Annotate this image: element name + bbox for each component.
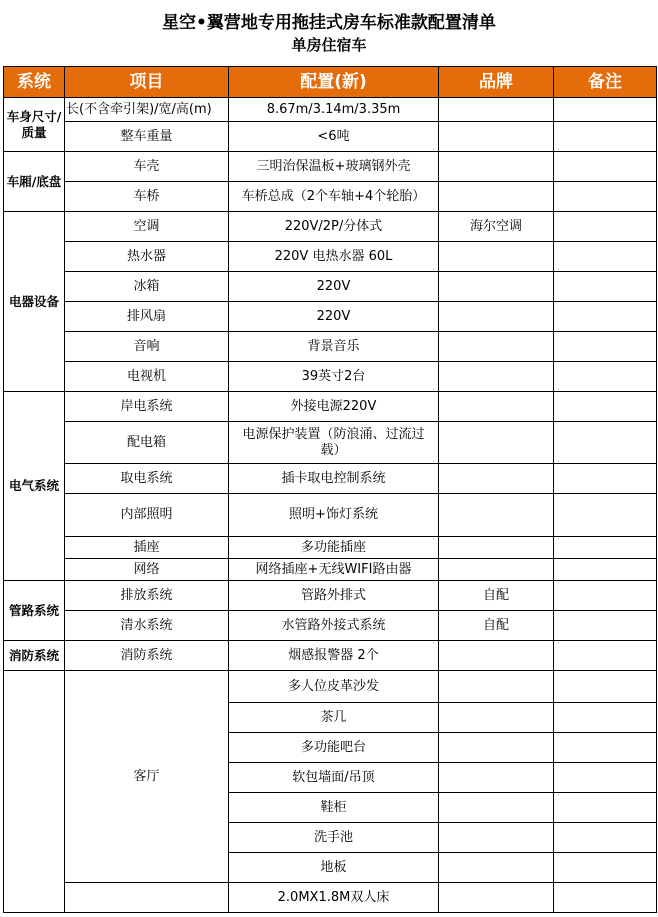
note-cell bbox=[554, 853, 657, 883]
config-cell: <6吨 bbox=[229, 122, 439, 152]
config-cell: 网络插座+无线WIFI路由器 bbox=[229, 559, 439, 581]
system-cell: 管路系统 bbox=[4, 581, 65, 641]
brand-cell bbox=[439, 641, 554, 671]
table-row bbox=[4, 671, 657, 703]
brand-cell bbox=[439, 733, 554, 763]
config-cell: 8.67m/3.14m/3.35m bbox=[229, 98, 439, 122]
system-cell: 电气系统 bbox=[4, 392, 65, 581]
item-cell: 冰箱 bbox=[65, 272, 229, 302]
table-row bbox=[4, 272, 657, 302]
item-cell: 配电箱 bbox=[65, 422, 229, 464]
table-row bbox=[4, 152, 657, 182]
item-cell: 岸电系统 bbox=[65, 392, 229, 422]
note-cell bbox=[554, 883, 657, 913]
note-cell bbox=[554, 494, 657, 537]
config-cell: 烟感报警器 2个 bbox=[229, 641, 439, 671]
table-row bbox=[4, 883, 657, 913]
item-cell-empty bbox=[65, 883, 229, 913]
config-cell: 插卡取电控制系统 bbox=[229, 464, 439, 494]
note-cell bbox=[554, 641, 657, 671]
brand-cell bbox=[439, 671, 554, 703]
config-cell: 220V/2P/分体式 bbox=[229, 212, 439, 242]
config-cell: 照明+饰灯系统 bbox=[229, 494, 439, 537]
config-cell: 鞋柜 bbox=[229, 793, 439, 823]
config-cell: 220V bbox=[229, 302, 439, 332]
table-row bbox=[4, 581, 657, 611]
note-cell bbox=[554, 152, 657, 182]
item-cell: 清水系统 bbox=[65, 611, 229, 641]
table-row bbox=[4, 362, 657, 392]
config-cell: 三明治保温板+玻璃钢外壳 bbox=[229, 152, 439, 182]
header-note: 备注 bbox=[554, 67, 657, 98]
table-row bbox=[4, 464, 657, 494]
item-cell: 网络 bbox=[65, 559, 229, 581]
table-row bbox=[4, 611, 657, 641]
note-cell bbox=[554, 793, 657, 823]
note-cell bbox=[554, 242, 657, 272]
brand-cell bbox=[439, 559, 554, 581]
brand-cell bbox=[439, 853, 554, 883]
brand-cell bbox=[439, 98, 554, 122]
note-cell bbox=[554, 559, 657, 581]
brand-cell bbox=[439, 122, 554, 152]
config-cell: 管路外排式 bbox=[229, 581, 439, 611]
brand-cell bbox=[439, 703, 554, 733]
note-cell bbox=[554, 537, 657, 559]
config-cell: 车桥总成（2个车轴+4个轮胎） bbox=[229, 182, 439, 212]
system-cell: 电器设备 bbox=[4, 212, 65, 392]
item-cell: 排放系统 bbox=[65, 581, 229, 611]
table-row bbox=[4, 242, 657, 272]
brand-cell bbox=[439, 494, 554, 537]
item-cell: 长(不含牵引架)/宽/高(m) bbox=[65, 98, 229, 122]
config-cell: 洗手池 bbox=[229, 823, 439, 853]
header-config: 配置(新) bbox=[229, 67, 439, 98]
brand-cell bbox=[439, 793, 554, 823]
item-cell: 车桥 bbox=[65, 182, 229, 212]
note-cell bbox=[554, 611, 657, 641]
table-row bbox=[4, 494, 657, 537]
brand-cell: 海尔空调 bbox=[439, 212, 554, 242]
brand-cell bbox=[439, 763, 554, 793]
table-row bbox=[4, 559, 657, 581]
note-cell bbox=[554, 362, 657, 392]
config-table bbox=[3, 66, 657, 913]
config-cell: 220V bbox=[229, 272, 439, 302]
table-row bbox=[4, 182, 657, 212]
page-subtitle: 单房住宿车 bbox=[291, 36, 367, 54]
note-cell bbox=[554, 422, 657, 464]
note-cell bbox=[554, 671, 657, 703]
config-cell: 软包墙面/吊顶 bbox=[229, 763, 439, 793]
brand-cell bbox=[439, 272, 554, 302]
brand-cell bbox=[439, 182, 554, 212]
item-cell: 整车重量 bbox=[65, 122, 229, 152]
config-cell: 地板 bbox=[229, 853, 439, 883]
note-cell bbox=[554, 392, 657, 422]
item-cell: 插座 bbox=[65, 537, 229, 559]
item-cell: 车壳 bbox=[65, 152, 229, 182]
header-item: 项目 bbox=[65, 67, 229, 98]
item-cell: 电视机 bbox=[65, 362, 229, 392]
config-cell: 39英寸2台 bbox=[229, 362, 439, 392]
brand-cell: 自配 bbox=[439, 581, 554, 611]
brand-cell bbox=[439, 242, 554, 272]
config-cell: 外接电源220V bbox=[229, 392, 439, 422]
table-row bbox=[4, 641, 657, 671]
brand-cell bbox=[439, 823, 554, 853]
note-cell bbox=[554, 302, 657, 332]
config-cell: 220V 电热水器 60L bbox=[229, 242, 439, 272]
item-cell: 热水器 bbox=[65, 242, 229, 272]
note-cell bbox=[554, 464, 657, 494]
brand-cell bbox=[439, 152, 554, 182]
system-cell: 车厢/底盘 bbox=[4, 152, 65, 212]
table-row bbox=[4, 422, 657, 464]
item-cell: 客厅 bbox=[65, 671, 229, 883]
config-cell: 多功能插座 bbox=[229, 537, 439, 559]
item-cell: 取电系统 bbox=[65, 464, 229, 494]
note-cell bbox=[554, 581, 657, 611]
table-row bbox=[4, 332, 657, 362]
table-header-row bbox=[4, 67, 657, 98]
table-row bbox=[4, 98, 657, 122]
note-cell bbox=[554, 823, 657, 853]
note-cell bbox=[554, 332, 657, 362]
config-cell: 水管路外接式系统 bbox=[229, 611, 439, 641]
config-cell: 背景音乐 bbox=[229, 332, 439, 362]
system-cell-empty bbox=[4, 671, 65, 913]
note-cell bbox=[554, 98, 657, 122]
config-cell: 电源保护装置（防浪涌、过流过载） bbox=[242, 426, 425, 458]
item-cell: 空调 bbox=[65, 212, 229, 242]
config-cell: 多功能吧台 bbox=[229, 733, 439, 763]
config-cell: 2.0MX1.8M双人床 bbox=[229, 883, 439, 913]
brand-cell bbox=[439, 537, 554, 559]
brand-cell bbox=[439, 332, 554, 362]
table-row bbox=[4, 212, 657, 242]
page-title: 星空•翼营地专用拖挂式房车标准款配置清单 bbox=[162, 13, 496, 33]
item-cell: 排风扇 bbox=[65, 302, 229, 332]
brand-cell bbox=[439, 883, 554, 913]
note-cell bbox=[554, 733, 657, 763]
note-cell bbox=[554, 122, 657, 152]
item-cell: 消防系统 bbox=[65, 641, 229, 671]
system-cell: 车身尺寸/质量 bbox=[4, 98, 65, 152]
brand-cell bbox=[439, 464, 554, 494]
brand-cell bbox=[439, 362, 554, 392]
item-cell: 内部照明 bbox=[65, 494, 229, 537]
table-row bbox=[4, 392, 657, 422]
header-system: 系统 bbox=[4, 67, 65, 98]
note-cell bbox=[554, 272, 657, 302]
header-brand: 品牌 bbox=[439, 67, 554, 98]
table-row bbox=[4, 302, 657, 332]
table-row bbox=[4, 537, 657, 559]
config-cell: 茶几 bbox=[229, 703, 439, 733]
brand-cell bbox=[439, 302, 554, 332]
brand-cell: 自配 bbox=[439, 611, 554, 641]
brand-cell bbox=[439, 392, 554, 422]
note-cell bbox=[554, 182, 657, 212]
table-row bbox=[4, 122, 657, 152]
system-cell: 消防系统 bbox=[4, 641, 65, 671]
item-cell: 音响 bbox=[65, 332, 229, 362]
note-cell bbox=[554, 763, 657, 793]
note-cell bbox=[554, 703, 657, 733]
config-cell: 多人位皮革沙发 bbox=[229, 671, 439, 703]
note-cell bbox=[554, 212, 657, 242]
brand-cell bbox=[439, 422, 554, 464]
